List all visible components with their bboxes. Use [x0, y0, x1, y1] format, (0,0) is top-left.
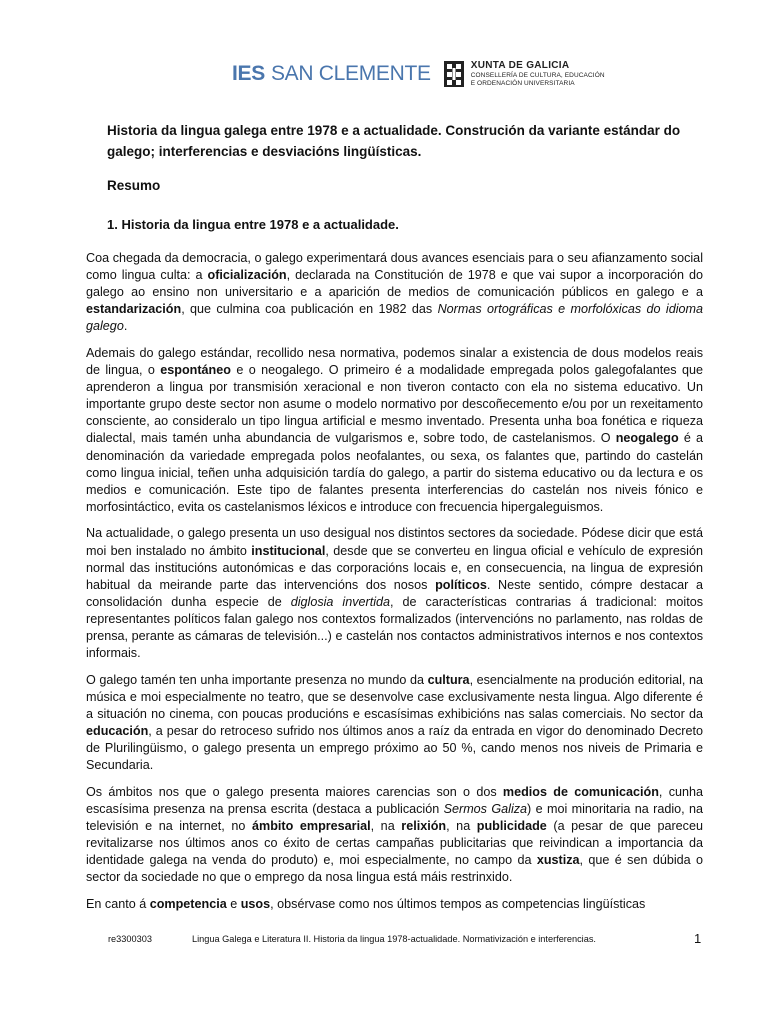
text-run: Ademais do galego estándar, recollido nesa normativa, podemos sinalar a existencia de dous modelos reais de lingua, o [86, 345, 703, 378]
text-run: Sermos Galiza [443, 801, 528, 816]
section-heading: 1. Historia da lingua entre 1978 e a actualidade. [107, 217, 399, 232]
text-run: (a pesar de que pareceu revitalizarse nos últimos anos co éxito de certas campañas publicitarias que reivindican a importancia da identidade galega na venda do produto) e, moi especialmente, no campo da [86, 818, 703, 868]
paragraph-4 [86, 672, 703, 775]
logo-ies-text: IES [232, 62, 265, 85]
logo-school-text: SAN CLEMENTE [270, 62, 431, 85]
text-run: e [226, 896, 241, 911]
text-run: educación [86, 723, 149, 738]
text-run: estandarización [86, 302, 182, 317]
text-run: institucional [251, 543, 326, 558]
text-run: neogalego [615, 431, 679, 446]
page-footer [108, 931, 708, 946]
text-run: e o neogalego. O primeiro é a modalidade empregada polos galegofalantes que aprenderon a lingua por transmisión xeracional e non tiveron contacto con ela no sistema educativo. Un importante grupo deste sector non asume o modelo normativo por descoñecemento e/ou por un rexeitamento consciente, ao consideralo un tipo lingua artificial e mesmo inventado. Presenta unha boa fonética e riqueza dialectal, mais tamén unha abundancia de vulgarismos e, sobre todo, de castelanismos. O [86, 363, 703, 446]
text-run: , que é sen dúbida o sector da sociedade no que o emprego da nosa lingua está máis restrinxido. [86, 853, 703, 885]
text-run: políticos [435, 577, 487, 592]
page-number: 1 [694, 931, 702, 946]
text-run: diglosia invertida [290, 594, 391, 609]
footer-title: Lingua Galega e Literatura II. Historia da lingua 1978-actualidade. Normativización e interferencias. [192, 934, 596, 944]
text-run: ) e moi minoritaria na radio, na televisión e na internet, no [86, 801, 703, 833]
text-run: é a denominación da variedade empregada polos neofalantes, ou sexa, os falantes que, partindo do castelán como lingua inicial, teñen unha adquisición tardía do galego, a partir do sistema educativo ou da lectura e os medios e comunicación. Este tipo de falantes presenta interferencias do castelán nos niveis fónico e morfosintáctico, evita os castelanismos léxicos e introduce con frecuencia hipergaleguismos. [86, 431, 703, 514]
text-run: , declarada na Constitución de 1978 e que vai supor a incorporación do galego ao ensino non universitario e a aparición de medios de comunicación públicos en galego e a [86, 268, 703, 300]
paragraph-1 [86, 250, 703, 335]
ies-logo [232, 62, 431, 86]
text-run: Na actualidade, o galego presenta un uso desigual nos distintos sectores da sociedade. Pódese dicir que está moi ben instalado no ámbito [86, 526, 703, 558]
text-run: xustiza [536, 853, 580, 868]
paragraph-2 [86, 345, 703, 516]
body-text [86, 250, 703, 922]
text-run: cultura [427, 672, 470, 687]
text-run: Normas ortográficas e morfolóxicas do idioma galego [86, 302, 703, 334]
text-run: oficialización [207, 268, 287, 283]
text-run: ámbito empresarial [252, 818, 371, 833]
text-run: relixión [401, 818, 447, 833]
xunta-logo [443, 60, 605, 88]
paragraph-3 [86, 525, 703, 662]
paragraph-6 [86, 896, 703, 913]
document-title: Historia da lingua galega entre 1978 e a actualidade. Construción da variante estándar do galego; interferencias e desviacións lingüísticas. [107, 123, 681, 159]
text-run: . Neste sentido, cómpre destacar a consolidación dunha especie de [86, 577, 703, 609]
text-run: Os ámbitos nos que o galego presenta maiores carencias son o dos [86, 784, 503, 799]
text-run: espontáneo [160, 363, 231, 378]
text-run: , na [446, 818, 477, 833]
page-header [232, 54, 605, 94]
text-run: usos [240, 896, 271, 911]
text-run: , cunha escasísima presenza na prensa escrita (destaca a publicación [86, 784, 704, 816]
text-run: competencia [149, 896, 227, 911]
text-run: , obsérvase como nos últimos tempos as competencias lingüísticas [270, 896, 646, 911]
text-run: publicidade [476, 818, 547, 833]
xunta-emblem-icon [443, 60, 465, 88]
footer-code: re3300303 [108, 934, 152, 944]
text-run: , desde que se converteu en lingua oficial e vehículo de expresión normal das institucións autonómicas e das corporacións locais e, en consecuencia, na lingua de expresión habitual da meirande parte das intervencións dos nosos [86, 543, 703, 592]
paragraph-5 [86, 784, 703, 887]
text-run: medios de comunicación [502, 784, 659, 799]
text-run: , de características contrarias á tradicional: moitos representantes políticos falan galego nos contextos formalizados (intervencións no parlamento, nas roldas de prensa, perante as cámaras de televisión...) e castelán nos contactos administrativos internos e nos contextos informais. [86, 594, 703, 661]
text-run: , que culmina coa publicación en 1982 das [181, 302, 438, 317]
text-run: Coa chegada da democracia, o galego experimentará dous avances esenciais para o seu afianzamento social como lingua culta: a [86, 251, 703, 283]
xunta-name: XUNTA DE GALICIA [470, 59, 570, 71]
text-run: O galego tamén ten unha importante presenza no mundo da [86, 672, 428, 687]
text-run: , esencialmente na produción editorial, na música e moi especialmente no teatro, que se desenvolve case exclusivamente nesta lingua. Algo diferente é a situación no cinema, con poucas producións e escasísimas exhibicións nas salas comerciais. No sector da [86, 672, 703, 721]
summary-heading: Resumo [107, 178, 161, 193]
xunta-dept-line1: CONSELLERÍA DE CULTURA, EDUCACIÓN [470, 71, 605, 79]
text-run: , a pesar do retroceso sufrido nos últimos anos a raíz da entrada en vigor do denominado Decreto de Plurilingüismo, o galego presenta un emprego próximo ao 50 %, cando menos nos niveis de Primaria e Secundaria. [86, 723, 703, 773]
text-run: En canto á [86, 896, 150, 911]
text-run: . [123, 319, 128, 334]
text-run: , na [370, 818, 402, 833]
xunta-dept-line2: E ORDENACIÓN UNIVERSITARIA [470, 80, 575, 87]
